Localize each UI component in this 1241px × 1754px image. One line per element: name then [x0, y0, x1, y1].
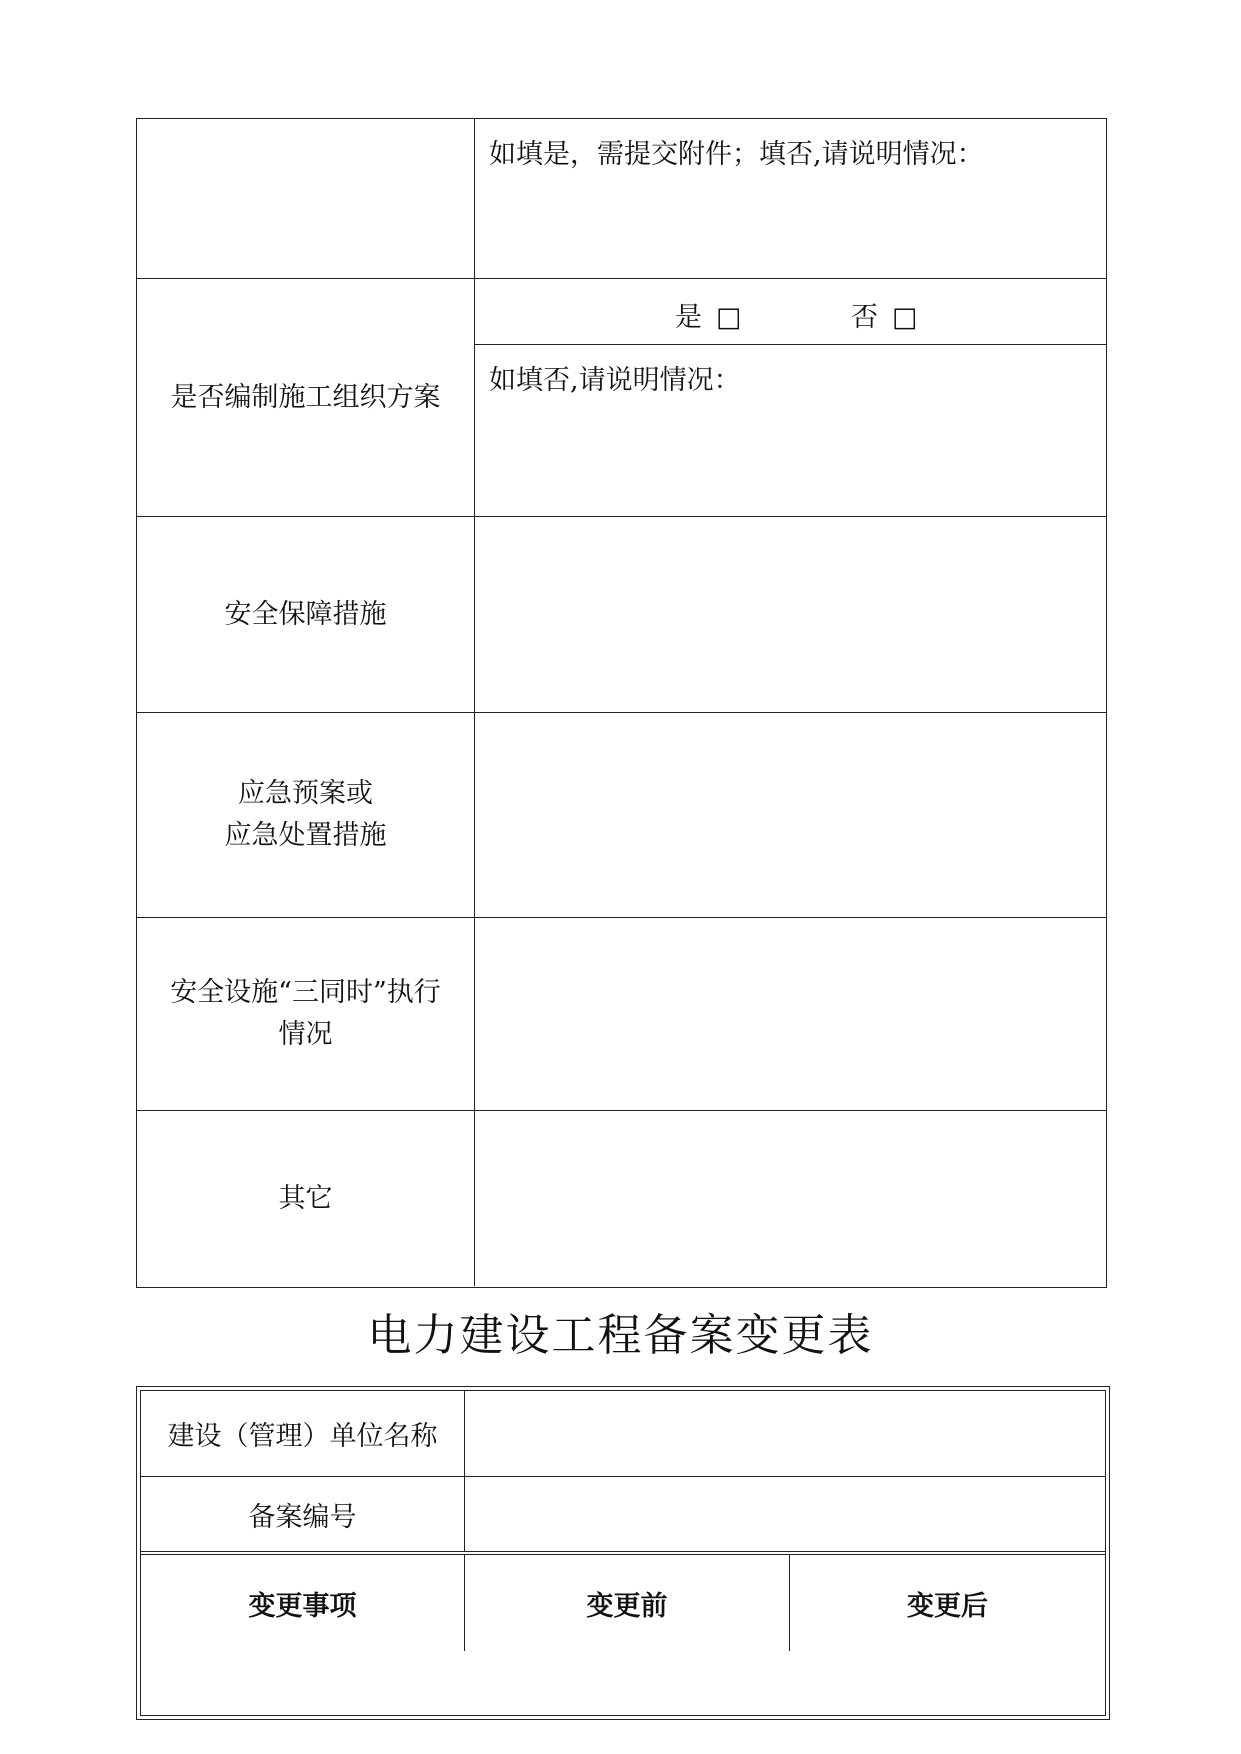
no-option[interactable]: [851, 295, 918, 334]
unit-name-label: 建设（管理）单位名称: [141, 1391, 465, 1476]
record-number-row: [141, 1477, 1105, 1555]
safety-measures-input-cell[interactable]: [475, 517, 1106, 712]
table-row-attachment: [137, 119, 1106, 279]
yes-no-options: [475, 279, 1106, 345]
change-record-table: [136, 1386, 1110, 1720]
other-input-cell[interactable]: [475, 1111, 1106, 1286]
table-row-emergency-plan: [137, 713, 1106, 918]
before-change-header: 变更前: [465, 1555, 790, 1651]
attachment-note-cell[interactable]: [475, 119, 1106, 278]
yes-option[interactable]: [675, 295, 742, 334]
change-item-header: 变更事项: [141, 1555, 465, 1651]
three-simultaneous-input-cell[interactable]: [475, 918, 1106, 1110]
record-number-label: 备案编号: [141, 1477, 465, 1551]
three-simultaneous-label: [137, 918, 475, 1110]
row-label-empty: [137, 119, 475, 278]
construction-plan-label: 是否编制施工组织方案: [137, 279, 475, 516]
construction-plan-instruction: 如填否,请说明情况：: [489, 365, 741, 396]
construction-info-table: [136, 118, 1107, 1288]
construction-plan-cell: [475, 279, 1106, 516]
unit-name-row: [141, 1391, 1105, 1477]
page-title: 电力建设工程备案变更表: [367, 1310, 874, 1361]
no-label: 否: [851, 302, 878, 333]
emergency-plan-label-line2: 应急处置措施: [224, 820, 387, 851]
attachment-instruction: 如填是，需提交附件；填否,请说明情况：: [489, 139, 984, 170]
table-row-other: [137, 1111, 1106, 1286]
unit-name-input-cell[interactable]: [465, 1391, 1105, 1476]
change-record-table-inner: [140, 1390, 1106, 1716]
emergency-plan-input-cell[interactable]: [475, 713, 1106, 917]
other-label: 其它: [137, 1111, 475, 1286]
emergency-plan-label: [137, 713, 475, 917]
three-simultaneous-label-line2: 情况: [278, 1019, 333, 1050]
safety-measures-label: 安全保障措施: [137, 517, 475, 712]
record-number-input-cell[interactable]: [465, 1477, 1105, 1551]
emergency-plan-label-line1: 应急预案或: [238, 778, 373, 809]
table-row-safety-measures: [137, 517, 1106, 713]
after-change-header: 变更后: [907, 1590, 988, 1622]
three-simultaneous-label-line1: 安全设施“三同时”执行: [170, 977, 441, 1008]
table-row-construction-plan: [137, 279, 1106, 517]
change-header-row: [141, 1555, 1105, 1715]
yes-label: 是: [675, 302, 702, 333]
yes-checkbox[interactable]: □: [716, 302, 742, 333]
table-row-three-simultaneous: [137, 918, 1106, 1111]
no-checkbox[interactable]: □: [892, 302, 918, 333]
